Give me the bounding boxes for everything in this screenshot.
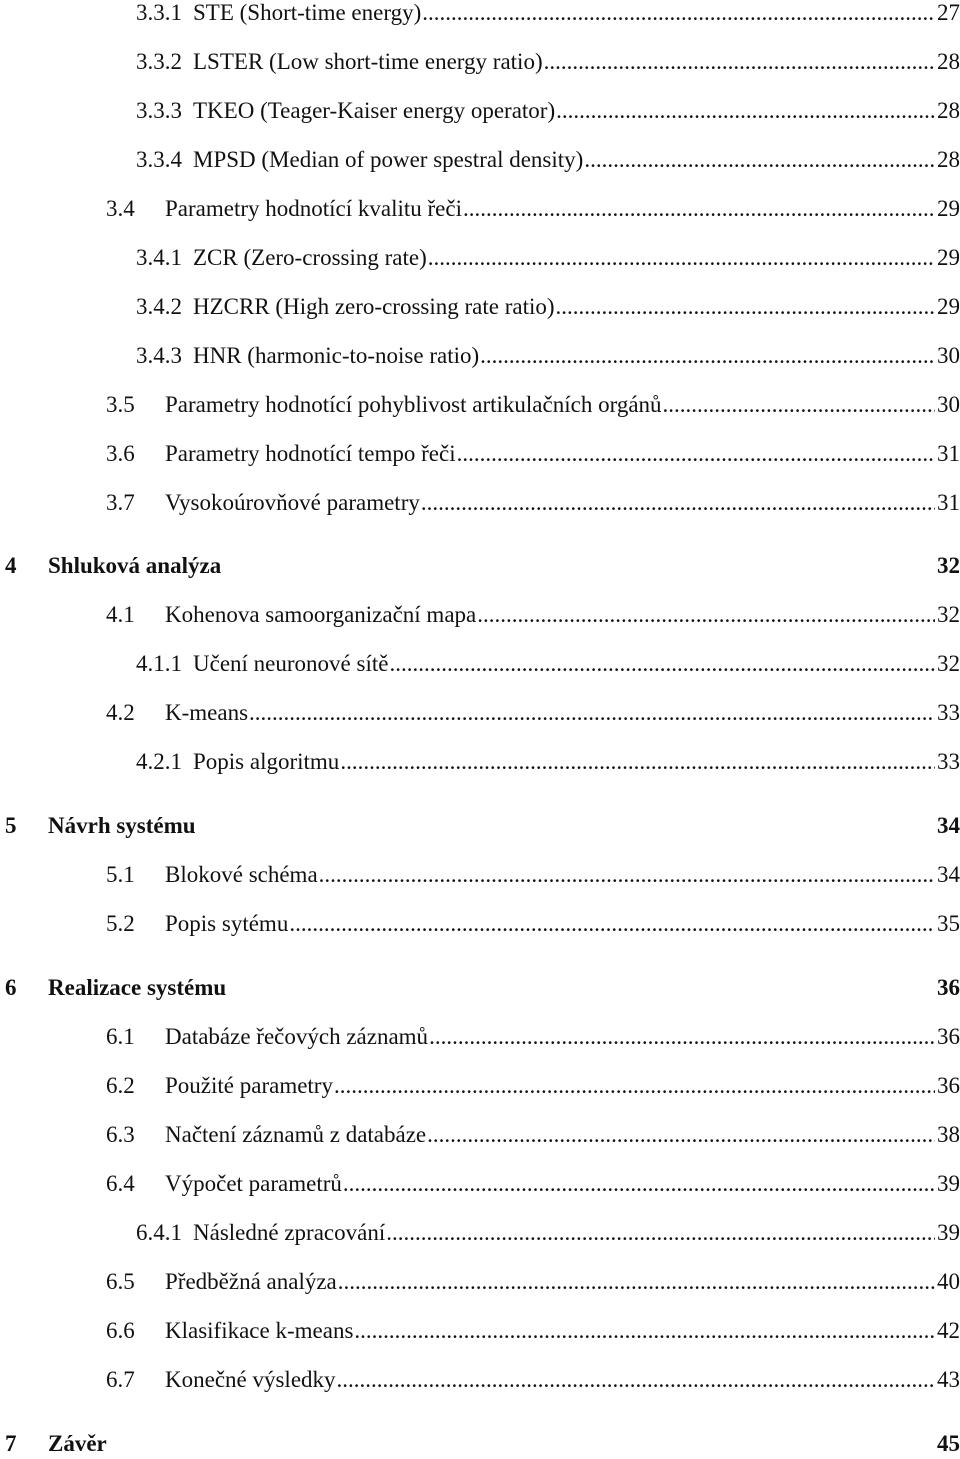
toc-entry-number: 4.1.1	[136, 651, 182, 676]
toc-entry-title: HZCRR (High zero-crossing rate ratio)	[193, 294, 555, 319]
toc-entry-line	[165, 600, 960, 630]
toc-entry[interactable]	[0, 292, 960, 322]
toc-entry-page-number: 34	[937, 813, 960, 838]
toc-entry-title: Popis algoritmu	[193, 749, 340, 774]
toc-dot-leader	[427, 1120, 935, 1150]
toc-entry-number: 3.4.2	[136, 294, 182, 319]
toc-entry-line	[165, 1365, 960, 1395]
toc-entry-page-number: 35	[937, 911, 960, 936]
toc-entry-line	[165, 698, 960, 728]
toc-entry[interactable]	[0, 747, 960, 777]
toc-entry-page-number: 32	[937, 651, 960, 676]
toc-entry-line	[165, 860, 960, 890]
toc-entry-line	[165, 1022, 960, 1052]
toc-entry-number: 4.1	[106, 602, 135, 627]
toc-entry-line	[48, 811, 960, 841]
toc-entry-number: 6.5	[106, 1269, 135, 1294]
toc-entry-line	[165, 1316, 960, 1346]
toc-entry-number: 4.2	[106, 700, 135, 725]
toc-entry[interactable]	[0, 145, 960, 175]
toc-entry[interactable]	[0, 698, 960, 728]
toc-entry[interactable]	[0, 1267, 960, 1297]
toc-dot-leader	[584, 145, 935, 175]
toc-entry-page-number: 36	[937, 975, 960, 1000]
toc-entry-line	[48, 551, 960, 581]
toc-entry[interactable]	[0, 551, 960, 581]
toc-entry-page-number: 36	[937, 1024, 960, 1049]
toc-entry[interactable]	[0, 243, 960, 273]
toc-entry-title: Učení neuronové sítě	[193, 651, 389, 676]
toc-entry-title: Vysokoúrovňové parametry	[165, 490, 420, 515]
toc-entry-line	[48, 973, 960, 1003]
toc-entry[interactable]	[0, 1365, 960, 1395]
toc-dot-leader	[319, 860, 935, 890]
toc-dot-leader	[544, 47, 935, 77]
toc-dot-leader	[556, 292, 935, 322]
toc-entry-line	[165, 1267, 960, 1297]
toc-entry-number: 6.3	[106, 1122, 135, 1147]
toc-entry-page-number: 28	[937, 98, 960, 123]
toc-dot-leader	[354, 1316, 935, 1346]
toc-entry[interactable]	[0, 47, 960, 77]
toc-dot-leader	[337, 1365, 935, 1395]
toc-entry-page-number: 29	[937, 294, 960, 319]
toc-entry-page-number: 34	[937, 862, 960, 887]
toc-entry-page-number: 33	[937, 700, 960, 725]
toc-entry-line	[165, 1120, 960, 1150]
toc-entry-number: 5.2	[106, 911, 135, 936]
toc-entry-line	[165, 439, 960, 469]
toc-entry[interactable]	[0, 390, 960, 420]
toc-dot-leader	[421, 488, 935, 518]
toc-entry-title: LSTER (Low short-time energy ratio)	[193, 49, 543, 74]
toc-entry-page-number: 38	[937, 1122, 960, 1147]
toc-entry-title: TKEO (Teager-Kaiser energy operator)	[193, 98, 556, 123]
toc-entry-number: 3.3.2	[136, 49, 182, 74]
toc-entry-title: Databáze řečových záznamů	[165, 1024, 429, 1049]
toc-entry-number: 3.5	[106, 392, 135, 417]
toc-dot-leader	[334, 1071, 935, 1101]
toc-entry[interactable]	[0, 488, 960, 518]
toc-entry-page-number: 42	[937, 1318, 960, 1343]
toc-entry-line	[193, 47, 960, 77]
toc-dot-leader	[343, 1169, 935, 1199]
toc-entry-line	[165, 1071, 960, 1101]
toc-entry-page-number: 36	[937, 1073, 960, 1098]
toc-entry-line	[193, 0, 960, 28]
toc-entry-page-number: 43	[937, 1367, 960, 1392]
toc-entry-title: Realizace systému	[48, 975, 227, 1000]
toc-dot-leader	[429, 1022, 935, 1052]
toc-entry-line	[193, 649, 960, 679]
toc-dot-leader	[480, 341, 935, 371]
toc-dot-leader	[289, 909, 935, 939]
toc-dot-leader	[386, 1218, 935, 1248]
toc-entry-title: Parametry hodnotící kvalitu řeči	[165, 196, 462, 221]
toc-entry[interactable]	[0, 1022, 960, 1052]
toc-dot-leader	[338, 1267, 935, 1297]
toc-entry-line	[165, 488, 960, 518]
toc-entry-number: 5	[5, 813, 17, 838]
toc-entry-page-number: 30	[937, 392, 960, 417]
toc-entry-title: Načtení záznamů z databáze	[165, 1122, 427, 1147]
toc-entry-line	[165, 390, 960, 420]
toc-entry-line	[48, 1429, 960, 1459]
toc-entry[interactable]	[0, 1218, 960, 1248]
toc-entry-number: 3.4.3	[136, 343, 182, 368]
toc-entry[interactable]	[0, 811, 960, 841]
toc-entry-line	[193, 1218, 960, 1248]
toc-dot-leader	[340, 747, 935, 777]
toc-entry-line	[165, 194, 960, 224]
toc-entry-line	[165, 1169, 960, 1199]
toc-entry-title: Výpočet parametrů	[165, 1171, 342, 1196]
toc-entry-title: Použité parametry	[165, 1073, 333, 1098]
toc-dot-leader	[556, 96, 935, 126]
toc-entry-number: 3.3.3	[136, 98, 182, 123]
toc-entry[interactable]	[0, 96, 960, 126]
toc-entry-title: Kohenova samoorganizační mapa	[165, 602, 477, 627]
toc-entry-number: 6.4	[106, 1171, 135, 1196]
toc-entry-number: 6.1	[106, 1024, 135, 1049]
toc-dot-leader	[477, 600, 935, 630]
toc-entry-title: Parametry hodnotící pohyblivost artikulačních orgánů	[165, 392, 662, 417]
toc-entry-title: Shluková analýza	[48, 553, 222, 578]
toc-dot-leader	[389, 649, 935, 679]
toc-entry-title: Závěr	[48, 1431, 107, 1456]
toc-entry-page-number: 29	[937, 196, 960, 221]
toc-entry-line	[193, 292, 960, 322]
toc-entry-number: 4.2.1	[136, 749, 182, 774]
toc-entry-page-number: 29	[937, 245, 960, 270]
toc-entry-page-number: 27	[937, 0, 960, 25]
toc-entry-number: 3.6	[106, 441, 135, 466]
toc-entry-page-number: 39	[937, 1171, 960, 1196]
toc-entry-number: 3.4.1	[136, 245, 182, 270]
toc-entry[interactable]	[0, 600, 960, 630]
toc-entry-line	[193, 747, 960, 777]
toc-dot-leader	[249, 698, 935, 728]
toc-entry[interactable]	[0, 860, 960, 890]
toc-entry-title: Klasifikace k-means	[165, 1318, 354, 1343]
toc-entry-line	[193, 145, 960, 175]
toc-entry-page-number: 45	[937, 1431, 960, 1456]
toc-entry-title: Předběžná analýza	[165, 1269, 337, 1294]
toc-dot-leader	[428, 243, 935, 273]
toc-entry[interactable]	[0, 194, 960, 224]
toc-entry-title: Popis sytému	[165, 911, 289, 936]
toc-entry-number: 6.4.1	[136, 1220, 182, 1245]
toc-entry-number: 6	[5, 975, 17, 1000]
toc-entry-number: 3.4	[106, 196, 135, 221]
toc-entry-number: 3.3.1	[136, 0, 182, 25]
toc-entry-page-number: 33	[937, 749, 960, 774]
toc-entry-number: 6.6	[106, 1318, 135, 1343]
toc-entry-number: 4	[5, 553, 17, 578]
toc-entry[interactable]	[0, 439, 960, 469]
toc-entry-page-number: 28	[937, 147, 960, 172]
toc-entry-number: 5.1	[106, 862, 135, 887]
toc-entry[interactable]	[0, 1316, 960, 1346]
toc-entry[interactable]	[0, 973, 960, 1003]
toc-entry-title: Návrh systému	[48, 813, 196, 838]
toc-entry[interactable]	[0, 1071, 960, 1101]
toc-entry-line	[193, 341, 960, 371]
toc-entry-title: STE (Short-time energy)	[193, 0, 422, 25]
toc-entry-number: 6.7	[106, 1367, 135, 1392]
toc-dot-leader	[663, 390, 935, 420]
toc-entry-page-number: 30	[937, 343, 960, 368]
toc-entry-title: Následné zpracování	[193, 1220, 386, 1245]
toc-entry-title: ZCR (Zero-crossing rate)	[193, 245, 427, 270]
toc-dot-leader	[422, 0, 935, 28]
toc-entry[interactable]	[0, 341, 960, 371]
toc-dot-leader	[457, 439, 935, 469]
toc-entry-number: 3.7	[106, 490, 135, 515]
toc-entry-title: Blokové schéma	[165, 862, 318, 887]
toc-entry-page-number: 39	[937, 1220, 960, 1245]
toc-entry-title: MPSD (Median of power spestral density)	[193, 147, 584, 172]
toc-entry[interactable]	[0, 1169, 960, 1199]
toc-entry-number: 3.3.4	[136, 147, 182, 172]
toc-entry[interactable]	[0, 909, 960, 939]
toc-entry-page-number: 31	[937, 490, 960, 515]
toc-entry-number: 7	[5, 1431, 17, 1456]
toc-entry-page-number: 32	[937, 553, 960, 578]
toc-entry-title: Konečné výsledky	[165, 1367, 336, 1392]
toc-entry-page-number: 40	[937, 1269, 960, 1294]
toc-entry-title: K-means	[165, 700, 249, 725]
toc-entry-page-number: 31	[937, 441, 960, 466]
toc-entry-title: Parametry hodnotící tempo řeči	[165, 441, 456, 466]
toc-entry[interactable]	[0, 0, 960, 28]
toc-entry-line	[193, 96, 960, 126]
toc-dot-leader	[463, 194, 935, 224]
toc-entry[interactable]	[0, 1429, 960, 1459]
toc-entry-line	[165, 909, 960, 939]
toc-entry-number: 6.2	[106, 1073, 135, 1098]
toc-entry-line	[193, 243, 960, 273]
toc-entry[interactable]	[0, 649, 960, 679]
toc-entry-title: HNR (harmonic-to-noise ratio)	[193, 343, 480, 368]
toc-entry[interactable]	[0, 1120, 960, 1150]
toc-entry-page-number: 32	[937, 602, 960, 627]
toc-entry-page-number: 28	[937, 49, 960, 74]
